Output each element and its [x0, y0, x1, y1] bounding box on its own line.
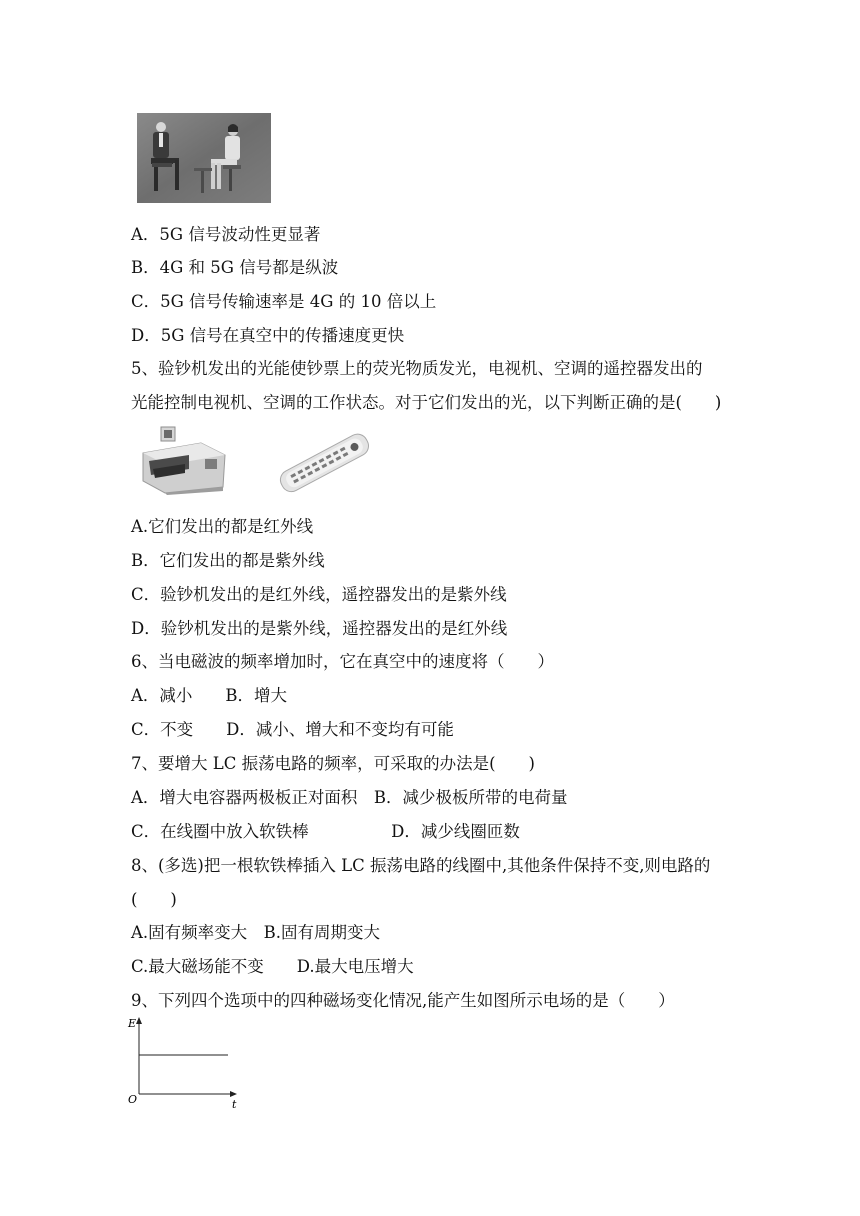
q6-options-row1: A．减小 B．增大	[131, 686, 288, 705]
interview-photo	[137, 113, 271, 203]
q8-stem-line1: 8、(多选)把一根软铁棒插入 LC 振荡电路的线圈中,其他条件保持不变,则电路的	[131, 856, 711, 875]
x-axis-arrow	[230, 1091, 237, 1097]
q4-option-a: A．5G 信号波动性更显著	[131, 225, 321, 244]
q6-options-row2: C．不变 D．减小、增大和不变均有可能	[131, 720, 454, 739]
q5-option-b: B．它们发出的都是紫外线	[131, 551, 325, 570]
origin-label: O	[128, 1093, 138, 1106]
q5-option-a: A.它们发出的都是红外线	[131, 517, 314, 536]
q7-options-row1: A．增大电容器两极板正对面积 B．减少极板所带的电荷量	[131, 788, 568, 807]
q5-option-d: D．验钞机发出的是紫外线，遥控器发出的是红外线	[131, 619, 508, 638]
y-axis-label: E	[128, 1017, 137, 1030]
q9-stem: 9、下列四个选项中的四种磁场变化情况,能产生如图所示电场的是（ ）	[131, 991, 675, 1010]
q5-stem-line1: 5、验钞机发出的光能使钞票上的荧光物质发光，电视机、空调的遥控器发出的	[131, 359, 703, 378]
q6-stem: 6、当电磁波的频率增加时，它在真空中的速度将（ ）	[131, 652, 554, 671]
y-axis-arrow	[136, 1017, 142, 1024]
q7-options-row2: C．在线圈中放入软铁棒 D．减少线圈匝数	[131, 822, 520, 841]
q4-option-c: C．5G 信号传输速率是 4G 的 10 倍以上	[131, 292, 437, 311]
q5-stem-line2: 光能控制电视机、空调的工作状态。对于它们发出的光，以下判断正确的是( )	[131, 393, 722, 412]
q8-options-row2: C.最大磁场能不变 D.最大电压增大	[131, 957, 414, 976]
remote-control-photo	[274, 428, 374, 496]
q4-option-b: B．4G 和 5G 信号都是纵波	[131, 258, 339, 277]
e-t-graph	[126, 1014, 246, 1110]
q8-stem-line2: ( )	[131, 890, 177, 909]
money-detector-photo	[139, 425, 229, 495]
q4-option-d: D．5G 信号在真空中的传播速度更快	[131, 326, 405, 345]
q8-options-row1: A.固有频率变大 B.固有周期变大	[131, 923, 381, 942]
q7-stem: 7、要增大 LC 振荡电路的频率，可采取的办法是( )	[131, 754, 535, 773]
x-axis-label: t	[232, 1098, 237, 1110]
q5-option-c: C．验钞机发出的是红外线，遥控器发出的是紫外线	[131, 585, 507, 604]
